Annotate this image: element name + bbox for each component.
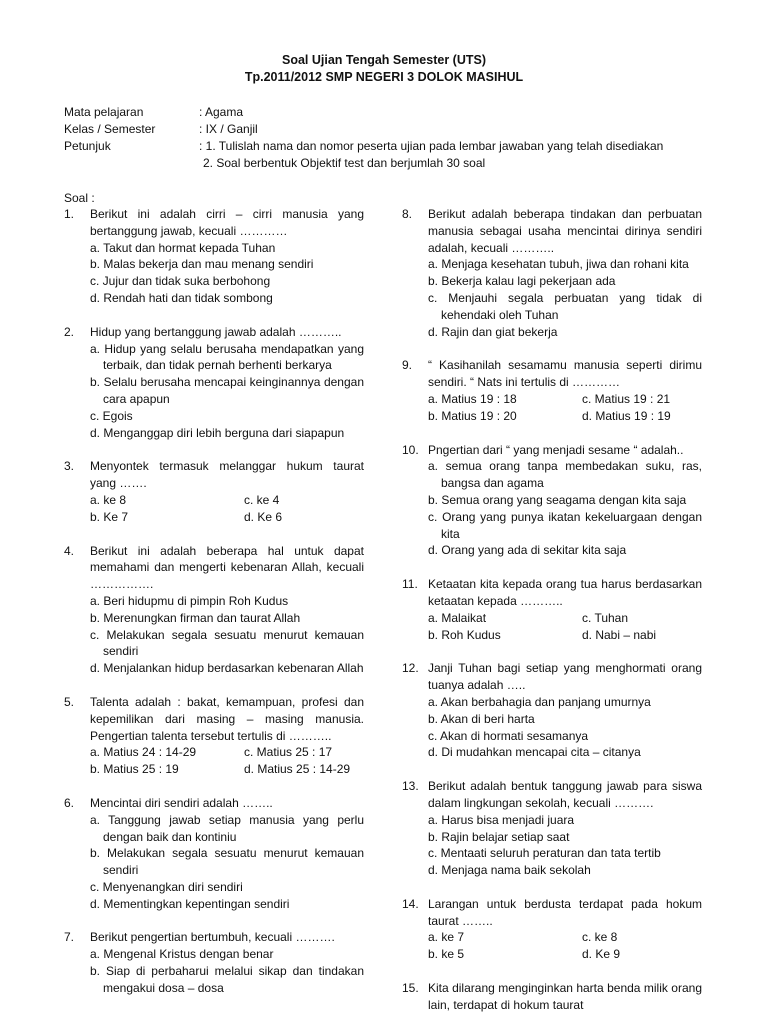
question-row (64, 694, 364, 744)
answer-option: a. Mengenal Kristus dengan benar (90, 947, 274, 962)
info-row-instructions (64, 138, 724, 155)
answer-option: d. Rajin dan giat bekerja (428, 324, 558, 339)
answer-option: a. Takut dan hormat kepada Tuhan (90, 240, 276, 255)
answer-option: d. Rendah hati dan tidak sombong (90, 290, 273, 305)
answer-option: a. Tanggung jawab setiap manusia yang perlu dengan baik dan kontiniu (90, 812, 364, 844)
answer-options (402, 391, 702, 425)
answer-options (402, 610, 702, 644)
question-row (64, 458, 364, 492)
exam-title: Soal Ujian Tengah Semester (UTS) (282, 53, 486, 67)
answer-option: a. Harus bisa menjadi juara (428, 812, 575, 827)
info-row-class (64, 121, 724, 138)
question-row (402, 896, 702, 930)
question-row (402, 206, 702, 256)
question-number: 10. (402, 442, 419, 457)
answer-option: a. Matius 24 : 14-29 (90, 745, 197, 760)
answer-option: b. Semua orang yang seagama dengan kita saja (428, 492, 687, 507)
question-text: Larangan untuk berdusta terdapat pada hokum taurat …….. (428, 896, 702, 928)
answer-option: a. Beri hidupmu di pimpin Roh Kudus (90, 593, 289, 608)
question-text: “ Kasihanilah sesamamu manusia seperti dirimu sendiri. “ Nats ini tertulis di ………… (428, 358, 702, 390)
answer-options-grid (428, 610, 702, 644)
question-text: Berikut pengertian bertumbuh, kecuali ………. (90, 930, 335, 945)
answer-option: b. Malas bekerja dan mau menang sendiri (90, 257, 314, 272)
question-number: 14. (402, 896, 419, 911)
answer-option: b. Siap di perbaharui melalui sikap dan tindakan mengakui dosa – dosa (90, 964, 364, 995)
question-row (64, 324, 364, 341)
question-item (64, 795, 364, 913)
question-text: Berikut ini adalah cirri – cirri manusia yang bertanggung jawab, kecuali ………… (90, 207, 364, 238)
question-row (402, 442, 702, 459)
question-text: Berikut adalah bentuk tanggung jawab para siswa dalam lingkungan sekolah, kecuali ………. (428, 779, 702, 810)
question-row (402, 357, 702, 391)
question-number: 6. (64, 795, 75, 810)
question-number: 9. (402, 358, 413, 373)
answer-option: b. ke 5 (428, 947, 465, 962)
answer-option: b. Selalu berusaha mencapai keinginannya dengan cara apapun (90, 375, 364, 406)
answer-option: d. Mementingkan kepentingan sendiri (90, 896, 290, 911)
answer-options (402, 256, 702, 340)
question-item (402, 357, 702, 424)
answer-options (402, 929, 702, 963)
questions-column-left (64, 206, 364, 1014)
question-number: 2. (64, 324, 75, 339)
answer-option: d. Matius 19 : 19 (582, 408, 671, 423)
question-item (64, 458, 364, 525)
question-number: 7. (64, 930, 75, 945)
answer-option: d. Nabi – nabi (582, 627, 657, 642)
answer-option: b. Matius 19 : 20 (428, 408, 517, 423)
question-row (402, 778, 702, 812)
answer-option: a. Matius 19 : 18 (428, 391, 517, 406)
question-text: Berikut ini adalah beberapa hal untuk dapat memahami dan mengerti kebenaran Allah, kecuali ……………. (90, 543, 364, 592)
answer-option: c. Matius 19 : 21 (582, 391, 671, 406)
question-number: 12. (402, 661, 419, 676)
answer-option: a. Menjaga kesehatan tubuh, jiwa dan rohani kita (428, 257, 689, 272)
answer-option: d. Menjalankan hidup berdasarkan kebenaran Allah (90, 661, 364, 676)
info-value: : Agama (199, 105, 244, 119)
answer-option: d. Orang yang ada di sekitar kita saja (428, 543, 627, 558)
info-row-subject (64, 104, 724, 121)
answer-option: d. Ke 9 (582, 947, 621, 962)
question-number: 15. (402, 981, 419, 996)
answer-option: a. semua orang tanpa membedakan suku, ras, bangsa dan agama (428, 459, 702, 491)
exam-info (64, 104, 724, 172)
answer-options (402, 812, 702, 879)
question-text: Pngertian dari “ yang menjadi sesame “ adalah.. (428, 442, 684, 457)
answer-options (64, 240, 364, 307)
question-item (64, 206, 364, 307)
info-value: : IX / Ganjil (199, 122, 258, 136)
question-item (64, 694, 364, 778)
question-item (402, 576, 702, 643)
question-row (64, 929, 364, 946)
answer-options-grid (90, 492, 364, 526)
answer-option: c. Mentaati seluruh peraturan dan tata tertib (428, 846, 661, 861)
answer-options-grid (90, 744, 364, 778)
answer-option: d. Di mudahkan mencapai cita – citanya (428, 745, 641, 760)
question-row (402, 576, 702, 610)
questions-column-right (402, 206, 702, 1024)
answer-options-grid (428, 929, 702, 963)
question-number: 11. (402, 577, 418, 592)
answer-option: d. Ke 6 (244, 509, 283, 524)
exam-subtitle: Tp.2011/2012 SMP NEGERI 3 DOLOK MASIHUL (244, 70, 524, 84)
answer-option: c. Jujur dan tidak suka berbohong (90, 274, 271, 289)
question-text: Berikut adalah beberapa tindakan dan perbuatan manusia sebagai usaha mencintai dirinya sendiri adalah, kecuali ……….. (428, 207, 702, 255)
answer-option: d. Matius 25 : 14-29 (244, 762, 351, 777)
answer-option: c. Matius 25 : 17 (244, 745, 333, 760)
answer-option: d. Menjaga nama baik sekolah (428, 863, 591, 878)
question-item (402, 980, 702, 1014)
question-text: Talenta adalah : bakat, kemampuan, profesi dan kepemilikan dari masing – masing manusia. Pengertian talenta tersebut tertulis di ……….. (90, 694, 364, 743)
answer-options (64, 341, 364, 442)
question-text: Janji Tuhan bagi setiap yang menghormati orang tuanya adalah ….. (428, 661, 702, 693)
question-row (64, 795, 364, 812)
info-label: Petunjuk (64, 139, 111, 153)
answer-options (402, 694, 702, 761)
question-number: 5. (64, 694, 75, 709)
question-text: Menyontek termasuk melanggar hukum taurat yang ……. (90, 459, 364, 491)
question-item (402, 660, 702, 761)
answer-option: c. Tuhan (582, 610, 629, 625)
questions-heading: Soal : (64, 191, 95, 205)
answer-option: b. Roh Kudus (428, 627, 501, 642)
answer-option: a. ke 8 (90, 492, 127, 507)
question-item (402, 778, 702, 879)
answer-option: b. Matius 25 : 19 (90, 762, 179, 777)
question-row (402, 980, 702, 1014)
answer-option: d. Menganggap diri lebih berguna dari siapapun (90, 425, 345, 440)
question-number: 8. (402, 207, 413, 221)
question-item (64, 929, 364, 996)
answer-option: c. Menjauhi segala perbuatan yang tidak di kehendaki oleh Tuhan (428, 290, 702, 322)
answer-option: c. ke 4 (244, 492, 280, 507)
answer-options (64, 492, 364, 526)
question-text: Mencintai diri sendiri adalah …….. (90, 795, 273, 810)
info-value: : 1. Tulislah nama dan nomor peserta ujian pada lembar jawaban yang telah disediakan (199, 139, 664, 153)
question-number: 1. (64, 207, 75, 221)
info-label: Mata pelajaran (64, 105, 144, 119)
answer-option: c. Menyenangkan diri sendiri (90, 879, 243, 894)
question-row (64, 543, 364, 593)
answer-option: a. ke 7 (428, 930, 465, 945)
answer-options (64, 593, 364, 677)
answer-options (64, 744, 364, 778)
answer-options (64, 812, 364, 913)
question-item (402, 896, 702, 963)
question-item (64, 543, 364, 677)
info-label: Kelas / Semester (64, 122, 156, 136)
answer-option: c. Melakukan segala sesuatu menurut kemauan sendiri (90, 627, 364, 659)
question-text: Kita dilarang menginginkan harta benda milik orang lain, terdapat di hokum taurat (428, 981, 702, 1012)
answer-options (402, 458, 702, 559)
question-text: Ketaatan kita kepada orang tua harus berdasarkan ketaatan kepada ……….. (428, 577, 702, 608)
question-item (402, 442, 702, 560)
answer-option: c. ke 8 (582, 930, 618, 945)
question-number: 13. (402, 779, 419, 794)
question-row (402, 660, 702, 694)
info-instruction-2: 2. Soal berbentuk Objektif test dan berjumlah 30 soal (203, 156, 486, 170)
question-item (64, 324, 364, 442)
answer-option: b. Melakukan segala sesuatu menurut kemauan sendiri (90, 846, 364, 878)
answer-option: a. Hidup yang selalu berusaha mendapatkan yang terbaik, dan tidak pernah berhenti berkarya (90, 341, 364, 373)
answer-option: b. Bekerja kalau lagi pekerjaan ada (428, 274, 616, 289)
answer-option: b. Merenungkan firman dan taurat Allah (90, 610, 301, 625)
answer-options (64, 946, 364, 996)
answer-option: c. Akan di hormati sesamanya (428, 728, 589, 743)
question-number: 4. (64, 543, 75, 558)
answer-option: b. Ke 7 (90, 509, 129, 524)
answer-option: b. Akan di beri harta (428, 711, 535, 726)
answer-option: b. Rajin belajar setiap saat (428, 829, 570, 844)
answer-option: c. Orang yang punya ikatan kekeluargaan dengan kita (428, 509, 702, 541)
answer-option: a. Malaikat (428, 610, 487, 625)
question-row (64, 206, 364, 240)
answer-option: c. Egois (90, 408, 133, 423)
answer-options-grid (428, 391, 702, 425)
question-item (402, 206, 702, 340)
answer-option: a. Akan berbahagia dan panjang umurnya (428, 694, 651, 709)
question-text: Hidup yang bertanggung jawab adalah ……….. (90, 324, 342, 339)
question-number: 3. (64, 459, 75, 474)
